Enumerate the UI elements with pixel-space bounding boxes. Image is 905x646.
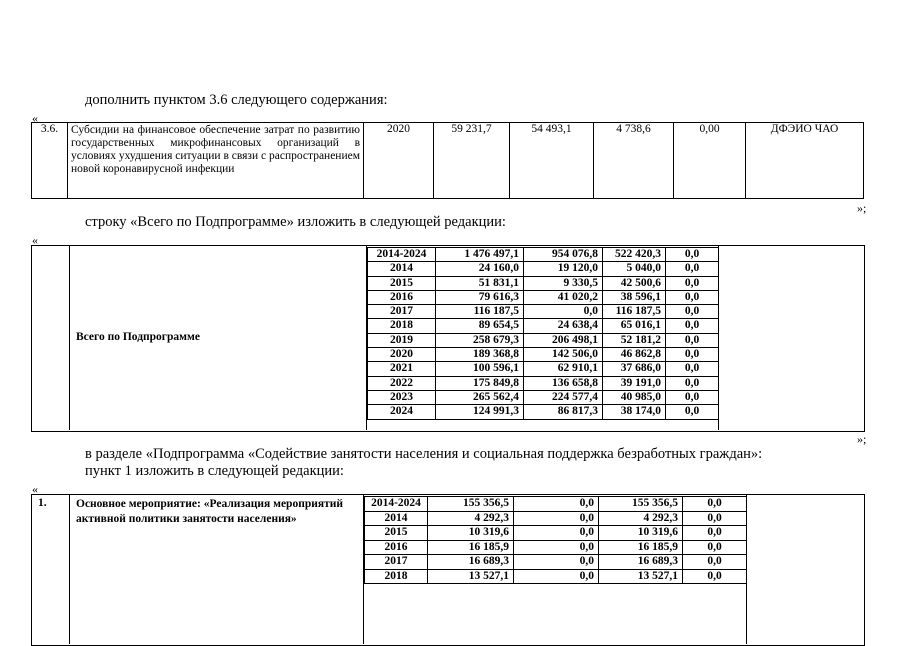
value-cell: 136 658,8 — [524, 376, 603, 390]
value-cell: 0,0 — [514, 540, 599, 555]
paragraph-3b: пункт 1 изложить в следующей редакции: — [85, 463, 344, 479]
item-executor: ДФЭИО ЧАО — [746, 123, 864, 199]
value-cell: 0,0 — [683, 511, 747, 526]
item-total: 59 231,7 — [434, 123, 510, 199]
value-cell: 0,0 — [514, 569, 599, 584]
close-quote-1: »; — [857, 201, 867, 215]
value-cell: 116 187,5 — [603, 305, 666, 319]
item-1-year-table — [364, 496, 747, 584]
year-cell: 2022 — [368, 376, 436, 390]
value-cell: 0,0 — [683, 540, 747, 555]
value-cell: 16 185,9 — [428, 540, 514, 555]
year-cell: 2016 — [368, 290, 436, 304]
item-number: 3.6. — [32, 123, 68, 199]
open-quote-2: « — [32, 233, 38, 247]
value-cell: 52 181,2 — [603, 333, 666, 347]
value-cell: 10 319,6 — [599, 526, 683, 541]
table-row — [368, 248, 719, 262]
value-cell: 42 500,6 — [603, 276, 666, 290]
year-cell: 2014 — [368, 262, 436, 276]
value-cell: 16 689,3 — [599, 555, 683, 570]
value-cell: 0,0 — [683, 569, 747, 584]
value-cell: 46 862,8 — [603, 348, 666, 362]
value-cell: 0,0 — [666, 405, 719, 419]
item-value-3: 4 738,6 — [594, 123, 674, 199]
value-cell: 0,0 — [666, 305, 719, 319]
year-cell: 2020 — [368, 348, 436, 362]
value-cell: 51 831,1 — [436, 276, 524, 290]
table-row — [365, 497, 747, 512]
table-row — [368, 290, 719, 304]
value-cell: 954 076,8 — [524, 248, 603, 262]
paragraph-1: дополнить пунктом 3.6 следующего содержания: — [85, 92, 388, 108]
table-row — [365, 540, 747, 555]
year-cell: 2016 — [365, 540, 428, 555]
value-cell: 142 506,0 — [524, 348, 603, 362]
value-cell: 189 368,8 — [436, 348, 524, 362]
value-cell: 155 356,5 — [428, 497, 514, 512]
value-cell: 79 616,3 — [436, 290, 524, 304]
value-cell: 0,0 — [666, 333, 719, 347]
value-cell: 24 160,0 — [436, 262, 524, 276]
value-cell: 0,0 — [683, 526, 747, 541]
value-cell: 39 191,0 — [603, 376, 666, 390]
value-cell: 0,0 — [666, 348, 719, 362]
year-cell: 2019 — [368, 333, 436, 347]
paragraph-2: строку «Всего по Подпрограмме» изложить в следующей редакции: — [85, 214, 506, 230]
year-cell: 2017 — [368, 305, 436, 319]
value-cell: 0,0 — [666, 262, 719, 276]
value-cell: 0,0 — [666, 362, 719, 376]
table-row — [368, 262, 719, 276]
value-cell: 41 020,2 — [524, 290, 603, 304]
table-row — [368, 348, 719, 362]
table-row — [365, 569, 747, 584]
subprogram-year-table — [367, 247, 719, 420]
value-cell: 522 420,3 — [603, 248, 666, 262]
subprogram-total-label: Всего по Подпрограмме — [76, 331, 200, 343]
value-cell: 0,0 — [514, 497, 599, 512]
year-cell: 2024 — [368, 405, 436, 419]
table-row — [365, 511, 747, 526]
year-cell: 2015 — [365, 526, 428, 541]
value-cell: 16 689,3 — [428, 555, 514, 570]
year-cell: 2023 — [368, 390, 436, 404]
table3-divider — [69, 494, 70, 644]
value-cell: 4 292,3 — [428, 511, 514, 526]
value-cell: 206 498,1 — [524, 333, 603, 347]
open-quote-3: « — [32, 482, 38, 496]
value-cell: 0,0 — [666, 319, 719, 333]
item-description: Субсидии на финансовое обеспечение затрат по развитию государственных микрофинансовых организаций в условиях ухудшения ситуации в связи с распространением новой коронавирусной инфекции — [68, 123, 364, 199]
value-cell: 0,0 — [514, 526, 599, 541]
table-row — [365, 555, 747, 570]
value-cell: 16 185,9 — [599, 540, 683, 555]
table-row — [368, 405, 719, 419]
value-cell: 37 686,0 — [603, 362, 666, 376]
value-cell: 0,0 — [524, 305, 603, 319]
value-cell: 155 356,5 — [599, 497, 683, 512]
value-cell: 1 476 497,1 — [436, 248, 524, 262]
value-cell: 0,0 — [666, 376, 719, 390]
close-quote-2: »; — [857, 432, 867, 446]
value-cell: 13 527,1 — [599, 569, 683, 584]
value-cell: 65 016,1 — [603, 319, 666, 333]
table-row — [368, 276, 719, 290]
value-cell: 10 319,6 — [428, 526, 514, 541]
value-cell: 38 174,0 — [603, 405, 666, 419]
value-cell: 89 654,5 — [436, 319, 524, 333]
paragraph-3a: в разделе «Подпрограмма «Содействие занятости населения и социальная поддержка безработных граждан»: — [85, 446, 763, 462]
value-cell: 224 577,4 — [524, 390, 603, 404]
value-cell: 0,0 — [666, 290, 719, 304]
table-item-3-6 — [31, 122, 864, 199]
item-year: 2020 — [364, 123, 434, 199]
value-cell: 0,0 — [683, 497, 747, 512]
open-quote-1: « — [32, 111, 38, 125]
value-cell: 0,0 — [666, 248, 719, 262]
value-cell: 0,0 — [683, 555, 747, 570]
table-row — [365, 526, 747, 541]
item-1-number: 1. — [38, 497, 47, 509]
year-cell: 2021 — [368, 362, 436, 376]
table-row — [368, 305, 719, 319]
value-cell: 38 596,1 — [603, 290, 666, 304]
year-cell: 2018 — [365, 569, 428, 584]
value-cell: 40 985,0 — [603, 390, 666, 404]
value-cell: 19 120,0 — [524, 262, 603, 276]
year-cell: 2018 — [368, 319, 436, 333]
year-cell: 2015 — [368, 276, 436, 290]
table-row — [368, 390, 719, 404]
table-row — [368, 362, 719, 376]
year-cell: 2014 — [365, 511, 428, 526]
value-cell: 5 040,0 — [603, 262, 666, 276]
table-row — [368, 376, 719, 390]
value-cell: 0,0 — [666, 390, 719, 404]
year-cell: 2017 — [365, 555, 428, 570]
value-cell: 9 330,5 — [524, 276, 603, 290]
value-cell: 175 849,8 — [436, 376, 524, 390]
item-1-label: Основное мероприятие: «Реализация мероприятий активной политики занятости населения» — [76, 498, 343, 525]
value-cell: 100 596,1 — [436, 362, 524, 376]
table-row — [368, 319, 719, 333]
table-row — [368, 333, 719, 347]
year-cell: 2014-2024 — [368, 248, 436, 262]
item-value-4: 0,00 — [674, 123, 746, 199]
value-cell: 0,0 — [514, 511, 599, 526]
value-cell: 265 562,4 — [436, 390, 524, 404]
value-cell: 86 817,3 — [524, 405, 603, 419]
year-cell: 2014-2024 — [365, 497, 428, 512]
value-cell: 4 292,3 — [599, 511, 683, 526]
table2-divider — [69, 245, 70, 430]
value-cell: 24 638,4 — [524, 319, 603, 333]
value-cell: 0,0 — [666, 276, 719, 290]
value-cell: 0,0 — [514, 555, 599, 570]
item-value-2: 54 493,1 — [510, 123, 594, 199]
value-cell: 258 679,3 — [436, 333, 524, 347]
value-cell: 124 991,3 — [436, 405, 524, 419]
value-cell: 13 527,1 — [428, 569, 514, 584]
value-cell: 62 910,1 — [524, 362, 603, 376]
value-cell: 116 187,5 — [436, 305, 524, 319]
